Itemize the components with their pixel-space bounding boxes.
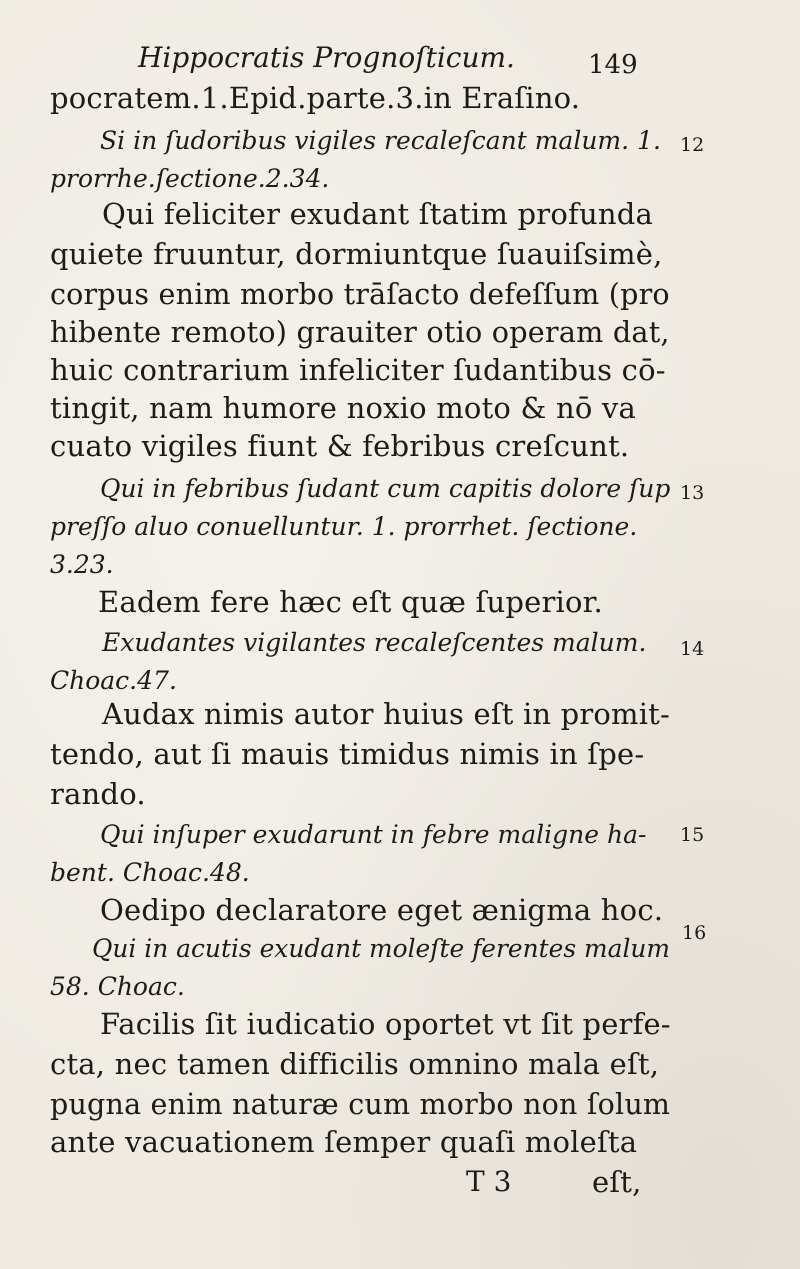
text-line: Eadem fere hæc eſt quæ ſuperior. <box>98 585 603 619</box>
margin-number: 15 <box>680 824 705 846</box>
text-line: bent. Choac.48. <box>50 858 250 887</box>
margin-number: 14 <box>680 638 705 660</box>
text-line: prorrhe.ſectione.2.34. <box>50 164 330 193</box>
text-line: Choac.47. <box>50 666 177 695</box>
text-line: Qui in acutis exudant moleſte ferentes malum <box>92 934 671 963</box>
text-line: quiete fruuntur, dormiuntque ſuauiſsimè, <box>50 237 663 271</box>
text-line: Oedipo declaratore eget ænigma hoc. <box>100 893 664 927</box>
margin-number: 12 <box>680 134 705 156</box>
text-line: 3.23. <box>50 550 114 579</box>
text-line: Exudantes vigilantes recaleſcentes malum. <box>102 628 647 657</box>
text-line: huic contrarium infeliciter ſudantibus cō- <box>50 353 666 387</box>
text-line: cuato vigiles fiunt & febribus creſcunt. <box>50 429 630 463</box>
text-line: tendo, aut ſi mauis timidus nimis in ſpe- <box>50 737 645 771</box>
text-line: Qui feliciter exudant ſtatim profunda <box>102 197 653 231</box>
text-line: hibente remoto) grauiter otio operam dat, <box>50 315 670 349</box>
catchword: eſt, <box>592 1165 642 1199</box>
text-line: Audax nimis autor huius eſt in promit- <box>102 697 670 731</box>
text-line: pocratem.1.Epid.parte.3.in Eraſino. <box>50 81 581 115</box>
text-line: Facilis ſit iudicatio oportet vt ſit perfe- <box>100 1007 671 1041</box>
text-line: rando. <box>50 777 146 811</box>
margin-number: 13 <box>680 482 705 504</box>
text-line: pugna enim naturæ cum morbo non ſolum <box>50 1087 671 1121</box>
running-title: Hippocratis Prognoſticum. <box>138 41 515 74</box>
text-line: Qui inſuper exudarunt in febre maligne ha- <box>100 820 647 849</box>
text-line: tingit, nam humore noxio moto & nō va <box>50 391 636 425</box>
text-line: Qui in febribus ſudant cum capitis dolore ſup <box>100 474 671 503</box>
margin-number: 16 <box>682 922 707 944</box>
text-line: Si in ſudoribus vigiles recaleſcant malum. 1. <box>100 126 661 155</box>
text-line: corpus enim morbo trāſacto defeſſum (pro <box>50 277 670 311</box>
text-line: 58. Choac. <box>50 972 185 1001</box>
text-line: preſſo aluo conuelluntur. 1. prorrhet. ſectione. <box>50 512 638 541</box>
text-line: cta, nec tamen difficilis omnino mala eſt, <box>50 1047 660 1081</box>
signature-mark: T 3 <box>466 1165 512 1198</box>
text-line: ante vacuationem ſemper quaſi moleſta <box>50 1125 638 1159</box>
page-number: 149 <box>588 50 638 80</box>
